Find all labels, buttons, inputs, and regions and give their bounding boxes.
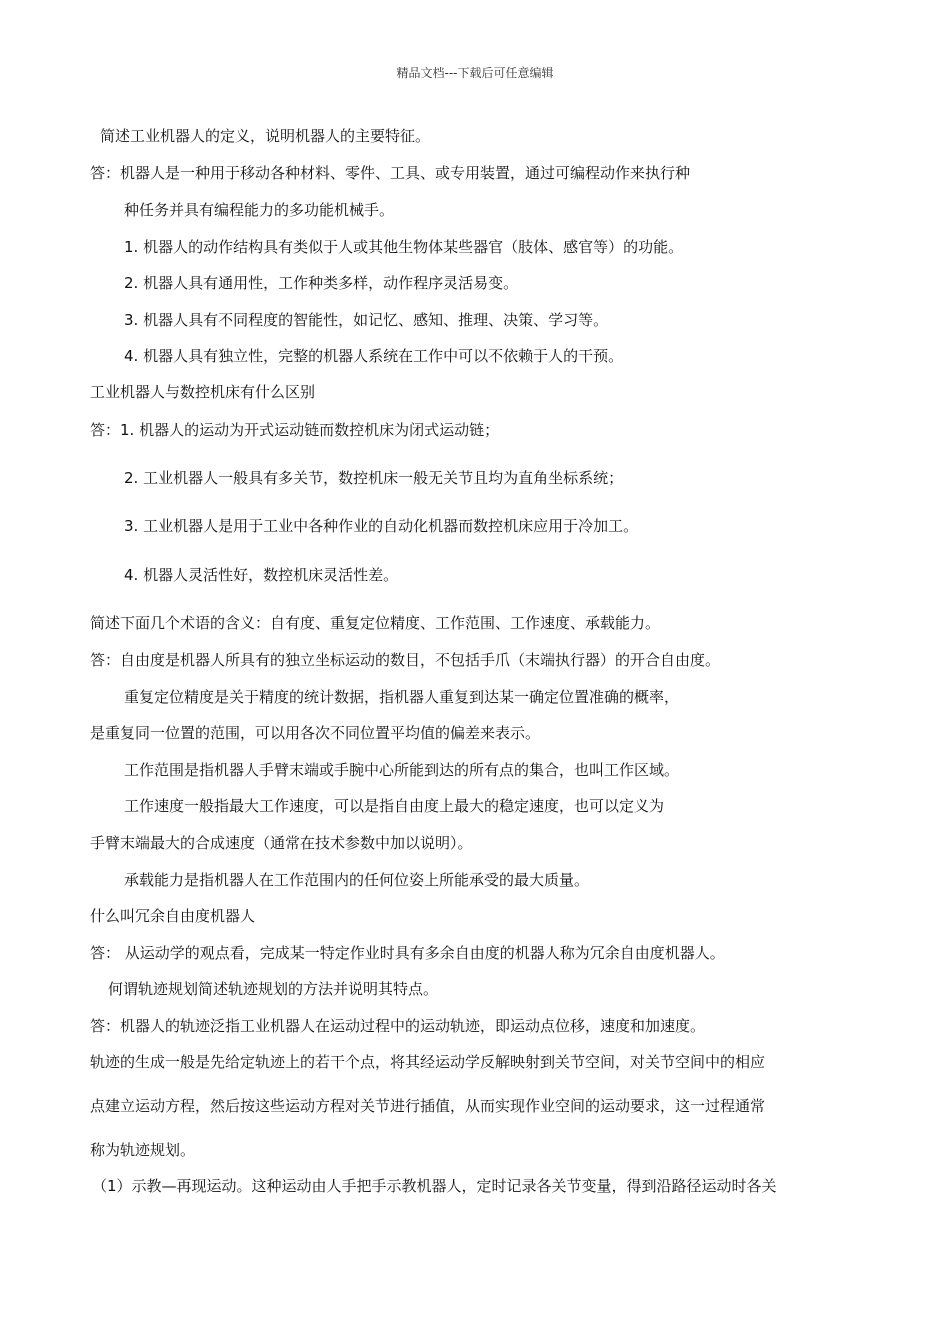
answer-5-line-3: 点建立运动方程，然后按这些运动方程对关节进行插值，从而实现作业空间的运动要求，这一过程通常 [90,1097,766,1115]
answer-3-repeatability-2: 是重复同一位置的范围，可以用各次不同位置平均值的偏差来表示。 [90,724,541,742]
question-3: 简述下面几个术语的含义：自有度、重复定位精度、工作范围、工作速度、承载能力。 [90,614,661,632]
page-header: 精品文档---下载后可任意编辑 [396,66,554,80]
answer-2-item-3: 3. 工业机器人是用于工业中各种作业的自动化机器而数控机床应用于冷加工。 [124,517,639,535]
answer-3-work-range: 工作范围是指机器人手臂末端或手腕中心所能到达的所有点的集合，也叫工作区域。 [124,761,680,779]
answer-3-speed-1: 工作速度一般指最大工作速度，可以是指自由度上最大的稳定速度，也可以定义为 [124,797,665,815]
answer-4: 答： 从运动学的观点看，完成某一特定作业时具有多余自由度的机器人称为冗余自由度机器人。 [90,944,725,962]
question-4: 什么叫冗余自由度机器人 [90,907,256,925]
answer-2-item-1: 答：1. 机器人的运动为开式运动链而数控机床为闭式运动链； [90,421,500,439]
answer-5-line-1: 答：机器人的轨迹泛指工业机器人在运动过程中的运动轨迹，即运动点位移，速度和加速度。 [90,1017,706,1035]
answer-3-speed-2: 手臂末端最大的合成速度（通常在技术参数中加以说明）。 [90,834,473,852]
answer-1-line-2: 种任务并具有编程能力的多功能机械手。 [124,201,395,219]
answer-5-line-4: 称为轨迹规划。 [90,1141,196,1159]
feature-4: 4. 机器人具有独立性，完整的机器人系统在工作中可以不依赖于人的干预。 [124,347,624,365]
question-2: 工业机器人与数控机床有什么区别 [90,383,316,401]
answer-3-payload: 承载能力是指机器人在工作范围内的任何位姿上所能承受的最大质量。 [124,871,590,889]
question-5: 何谓轨迹规划简述轨迹规划的方法并说明其特点。 [108,980,439,998]
answer-1-line-1: 答：机器人是一种用于移动各种材料、零件、工具、或专用装置，通过可编程动作来执行种 [90,164,691,182]
answer-5-line-2: 轨迹的生成一般是先给定轨迹上的若干个点，将其经运动学反解映射到关节空间，对关节空间中的相应 [90,1053,766,1071]
answer-3-repeatability-1: 重复定位精度是关于精度的统计数据，指机器人重复到达某一确定位置准确的概率， [124,688,680,706]
answer-2-item-4: 4. 机器人灵活性好，数控机床灵活性差。 [124,566,399,584]
answer-3-dof: 答：自由度是机器人所具有的独立坐标运动的数目，不包括手爪（末端执行器）的开合自由度。 [90,651,721,669]
question-1: 简述工业机器人的定义，说明机器人的主要特征。 [100,127,431,145]
answer-2-item-2: 2. 工业机器人一般具有多关节，数控机床一般无关节且均为直角坐标系统； [124,469,624,487]
feature-3: 3. 机器人具有不同程度的智能性，如记忆、感知、推理、决策、学习等。 [124,311,609,329]
answer-5-method-1: （1）示教—再现运动。这种运动由人手把手示教机器人，定时记录各关节变量，得到沿路径运动时各关 [92,1177,777,1195]
feature-1: 1. 机器人的动作结构具有类似于人或其他生物体某些器官（肢体、感官等）的功能。 [124,238,684,256]
feature-2: 2. 机器人具有通用性，工作种类多样，动作程序灵活易变。 [124,274,519,292]
